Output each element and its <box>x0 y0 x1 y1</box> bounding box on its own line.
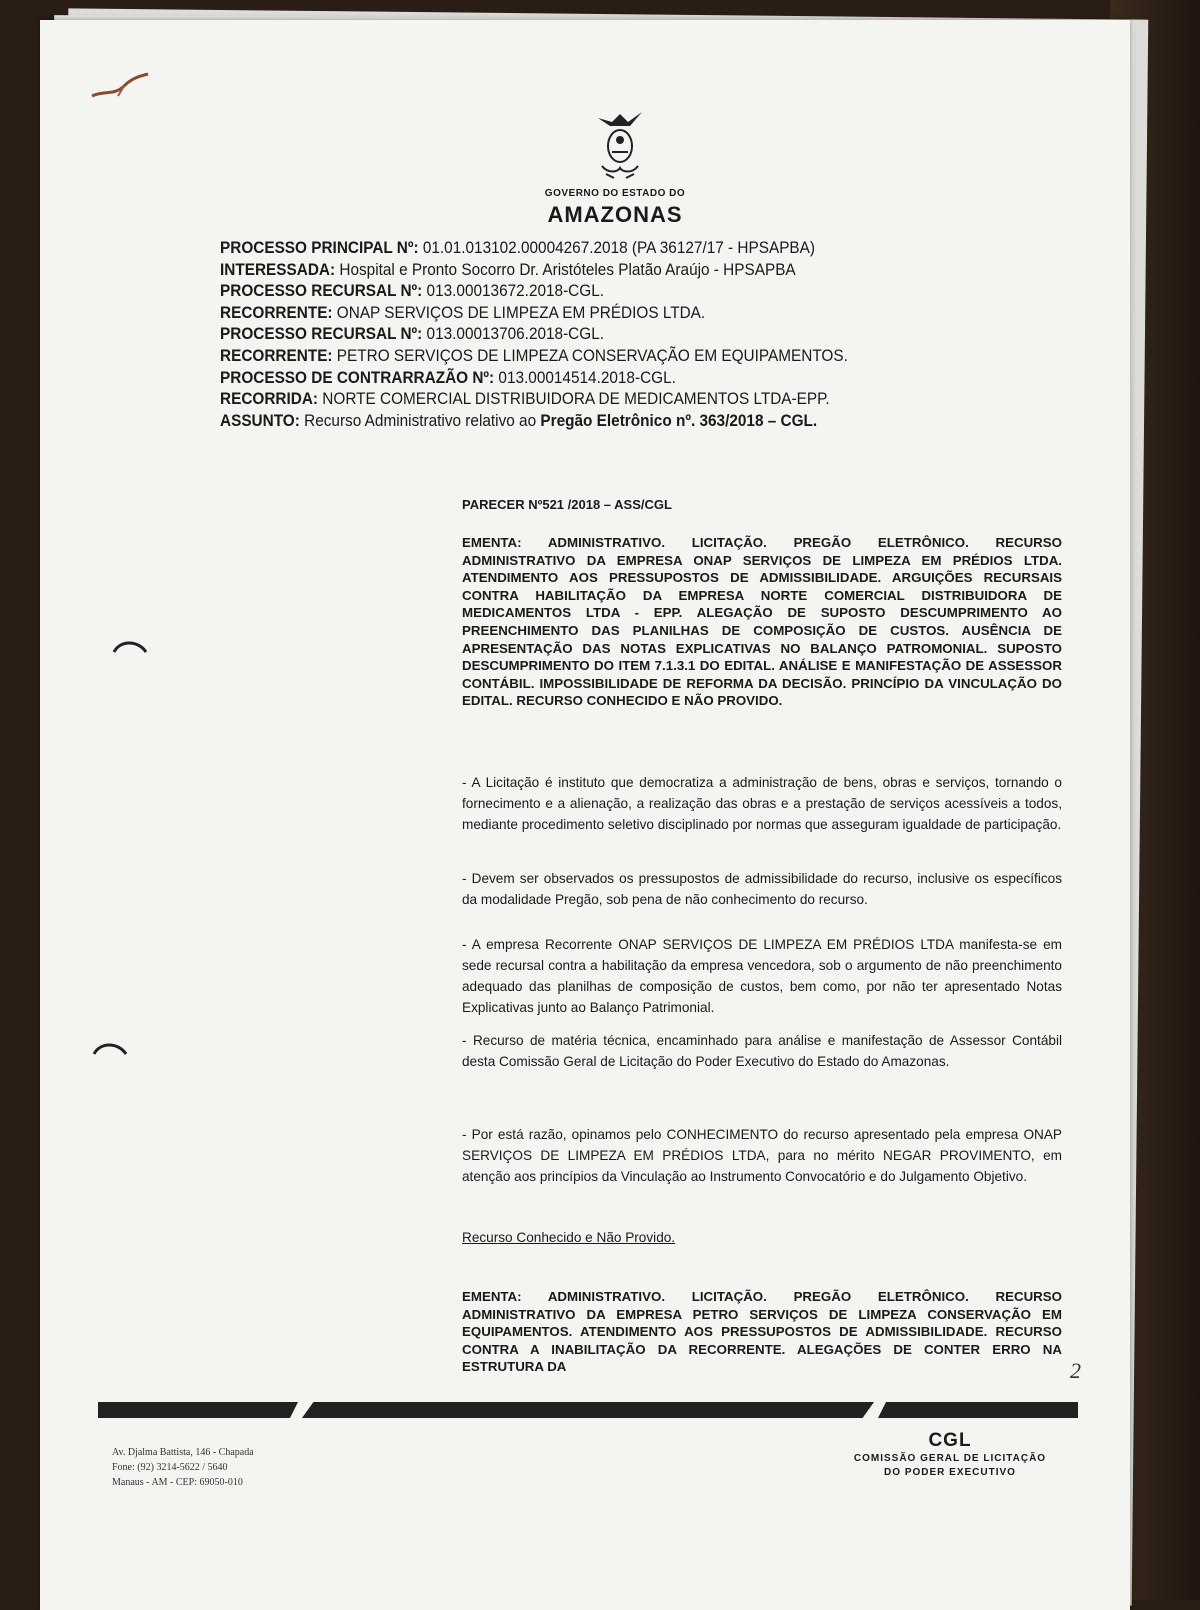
footer-bar-segment <box>98 1402 298 1418</box>
header-line: PROCESSO RECURSAL Nº: 013.00013706.2018-CGL. <box>220 325 605 344</box>
footer-bar-segment <box>878 1402 1078 1418</box>
parecer-number: PARECER Nº521 /2018 – ASS/CGL <box>462 497 672 512</box>
paragraph: - Por está razão, opinamos pelo CONHECIMENTO do recurso apresentado pela empresa ONAP SERVIÇOS DE LIMPEZA EM PRÉDIOS LTDA, para no mérito NEGAR PROVIMENTO, em atenção aos princípios da Vinculação ao Instrumento Convocatório e do Julgamento Objetivo. <box>462 1127 1062 1184</box>
ementa-petro: EMENTA: ADMINISTRATIVO. LICITAÇÃO. PREGÃO ELETRÔNICO. RECURSO ADMINISTRATIVO DA EMPRESA PETRO SERVIÇOS DE LIMPEZA CONSERVAÇÃO EM EQUIPAMENTOS. ATENDIMENTO AOS PRESSUPOSTOS DE ADMISSIBILIDADE. RECURSO CONTRA A INABILITAÇÃO DA RECORRENTE. ALEGAÇÕES DE CONTER ERRO NA ESTRUTURA DA <box>462 1289 1062 1375</box>
paragraph: - Devem ser observados os pressupostos de admissibilidade do recurso, inclusive os específicos da modalidade Pregão, sob pena de não conhecimento do recurso. <box>462 871 1062 907</box>
cgl-subtitle: COMISSÃO GERAL DE LICITAÇÃO <box>853 1453 1047 1464</box>
footer-address <box>112 1445 254 1490</box>
paragraph: - A Licitação é instituto que democratiza a administração de bens, obras e serviços, tornando o fornecimento e a alienação, a realização das obras e a prestação de serviços acessíveis a todos, mediante procedimento seletivo disciplinado por normas que asseguram igualdade de participação. <box>462 775 1062 832</box>
punch-hole-icon <box>92 1042 128 1056</box>
header-line: PROCESSO DE CONTRARRAZÃO Nº: 013.00014514.2018-CGL. <box>220 368 676 387</box>
margin-handwritten-note: 2 <box>1070 1358 1081 1383</box>
footer-bar-segment <box>302 1402 874 1418</box>
cgl-subtitle: DO PODER EXECUTIVO <box>884 1467 1016 1478</box>
header-line: RECORRENTE: ONAP SERVIÇOS DE LIMPEZA EM PRÉDIOS LTDA. <box>220 303 706 322</box>
staple-icon <box>88 66 152 100</box>
process-header <box>220 238 1080 432</box>
header-line: RECORRIDA: NORTE COMERCIAL DISTRIBUIDORA DE MEDICAMENTOS LTDA-EPP. <box>220 390 830 409</box>
address-line: Av. Djalma Battista, 146 - Chapada <box>112 1447 254 1458</box>
punch-hole-icon <box>112 640 148 654</box>
amazonas-coat-of-arms-icon <box>590 104 650 194</box>
header-line: INTERESSADA: Hospital e Pronto Socorro Dr. Aristóteles Platão Araújo - HPSAPBA <box>220 260 796 279</box>
ementa-onap: EMENTA: ADMINISTRATIVO. LICITAÇÃO. PREGÃO ELETRÔNICO. RECURSO ADMINISTRATIVO DA EMPRESA ONAP SERVIÇOS DE LIMPEZA EM PRÉDIOS LTDA. ATENDIMENTO AOS PRESSUPOSTOS DE ADMISSIBILIDADE. ARGUIÇÕES RECURSAIS CONTRA HABILITAÇÃO DA EMPRESA NORTE COMERCIAL DISTRIBUIDORA DE MEDICAMENTOS LTDA - EPP. ALEGAÇÃO DE SUPOSTO DESCUMPRIMENTO AO PREENCHIMENTO DAS PLANILHAS DE COMPOSIÇÃO DE CUSTOS. AUSÊNCIA DE APRESENTAÇÃO DAS NOTAS EXPLICATIVAS NO BALANÇO PATROMONIAL. SUPOSTO DESCUMPRIMENTO DO ITEM 7.1.3.1 DO EDITAL. ANÁLISE E MANIFESTAÇÃO DE ASSESSOR CONTÁBIL. IMPOSSIBILIDADE DE REFORMA DA DECISÃO. PRINCÍPIO DA VINCULAÇÃO DO EDITAL. RECURSO CONHECIDO E NÃO PROVIDO. <box>462 535 1062 709</box>
header-line: PROCESSO PRINCIPAL Nº: 01.01.013102.00004267.2018 (PA 36127/17 - HPSAPBA) <box>220 239 816 257</box>
document-page <box>40 20 1130 1610</box>
header-line: ASSUNTO: Recurso Administrativo relativo ao Pregão Eletrônico nº. 363/2018 – CGL. <box>220 411 818 430</box>
cgl-logo <box>840 1430 1060 1480</box>
paragraph: - Recurso de matéria técnica, encaminhado para análise e manifestação de Assessor Contábil desta Comissão Geral de Licitação do Poder Executivo do Estado do Amazonas. <box>462 1033 1062 1069</box>
paragraph: - A empresa Recorrente ONAP SERVIÇOS DE LIMPEZA EM PRÉDIOS LTDA manifesta-se em sede recursal contra a habilitação da empresa vencedora, sob o argumento de não preenchimento adequado das planilhas de composição de custos, bem como, por não ter apresentado Notas Explicativas junto ao Balanço Patrimonial. <box>462 937 1062 1015</box>
address-line: Fone: (92) 3214-5622 / 5640 <box>112 1462 228 1473</box>
government-line-1: GOVERNO DO ESTADO DO <box>544 188 686 199</box>
conclusion: Recurso Conhecido e Não Provido. <box>462 1230 676 1245</box>
header-line: RECORRENTE: PETRO SERVIÇOS DE LIMPEZA CONSERVAÇÃO EM EQUIPAMENTOS. <box>220 346 848 365</box>
cgl-title: CGL <box>928 1430 972 1451</box>
header-line: PROCESSO RECURSAL Nº: 013.00013672.2018-CGL. <box>220 282 605 301</box>
address-line: Manaus - AM - CEP: 69050-010 <box>112 1477 243 1488</box>
government-line-2: AMAZONAS <box>547 202 683 227</box>
